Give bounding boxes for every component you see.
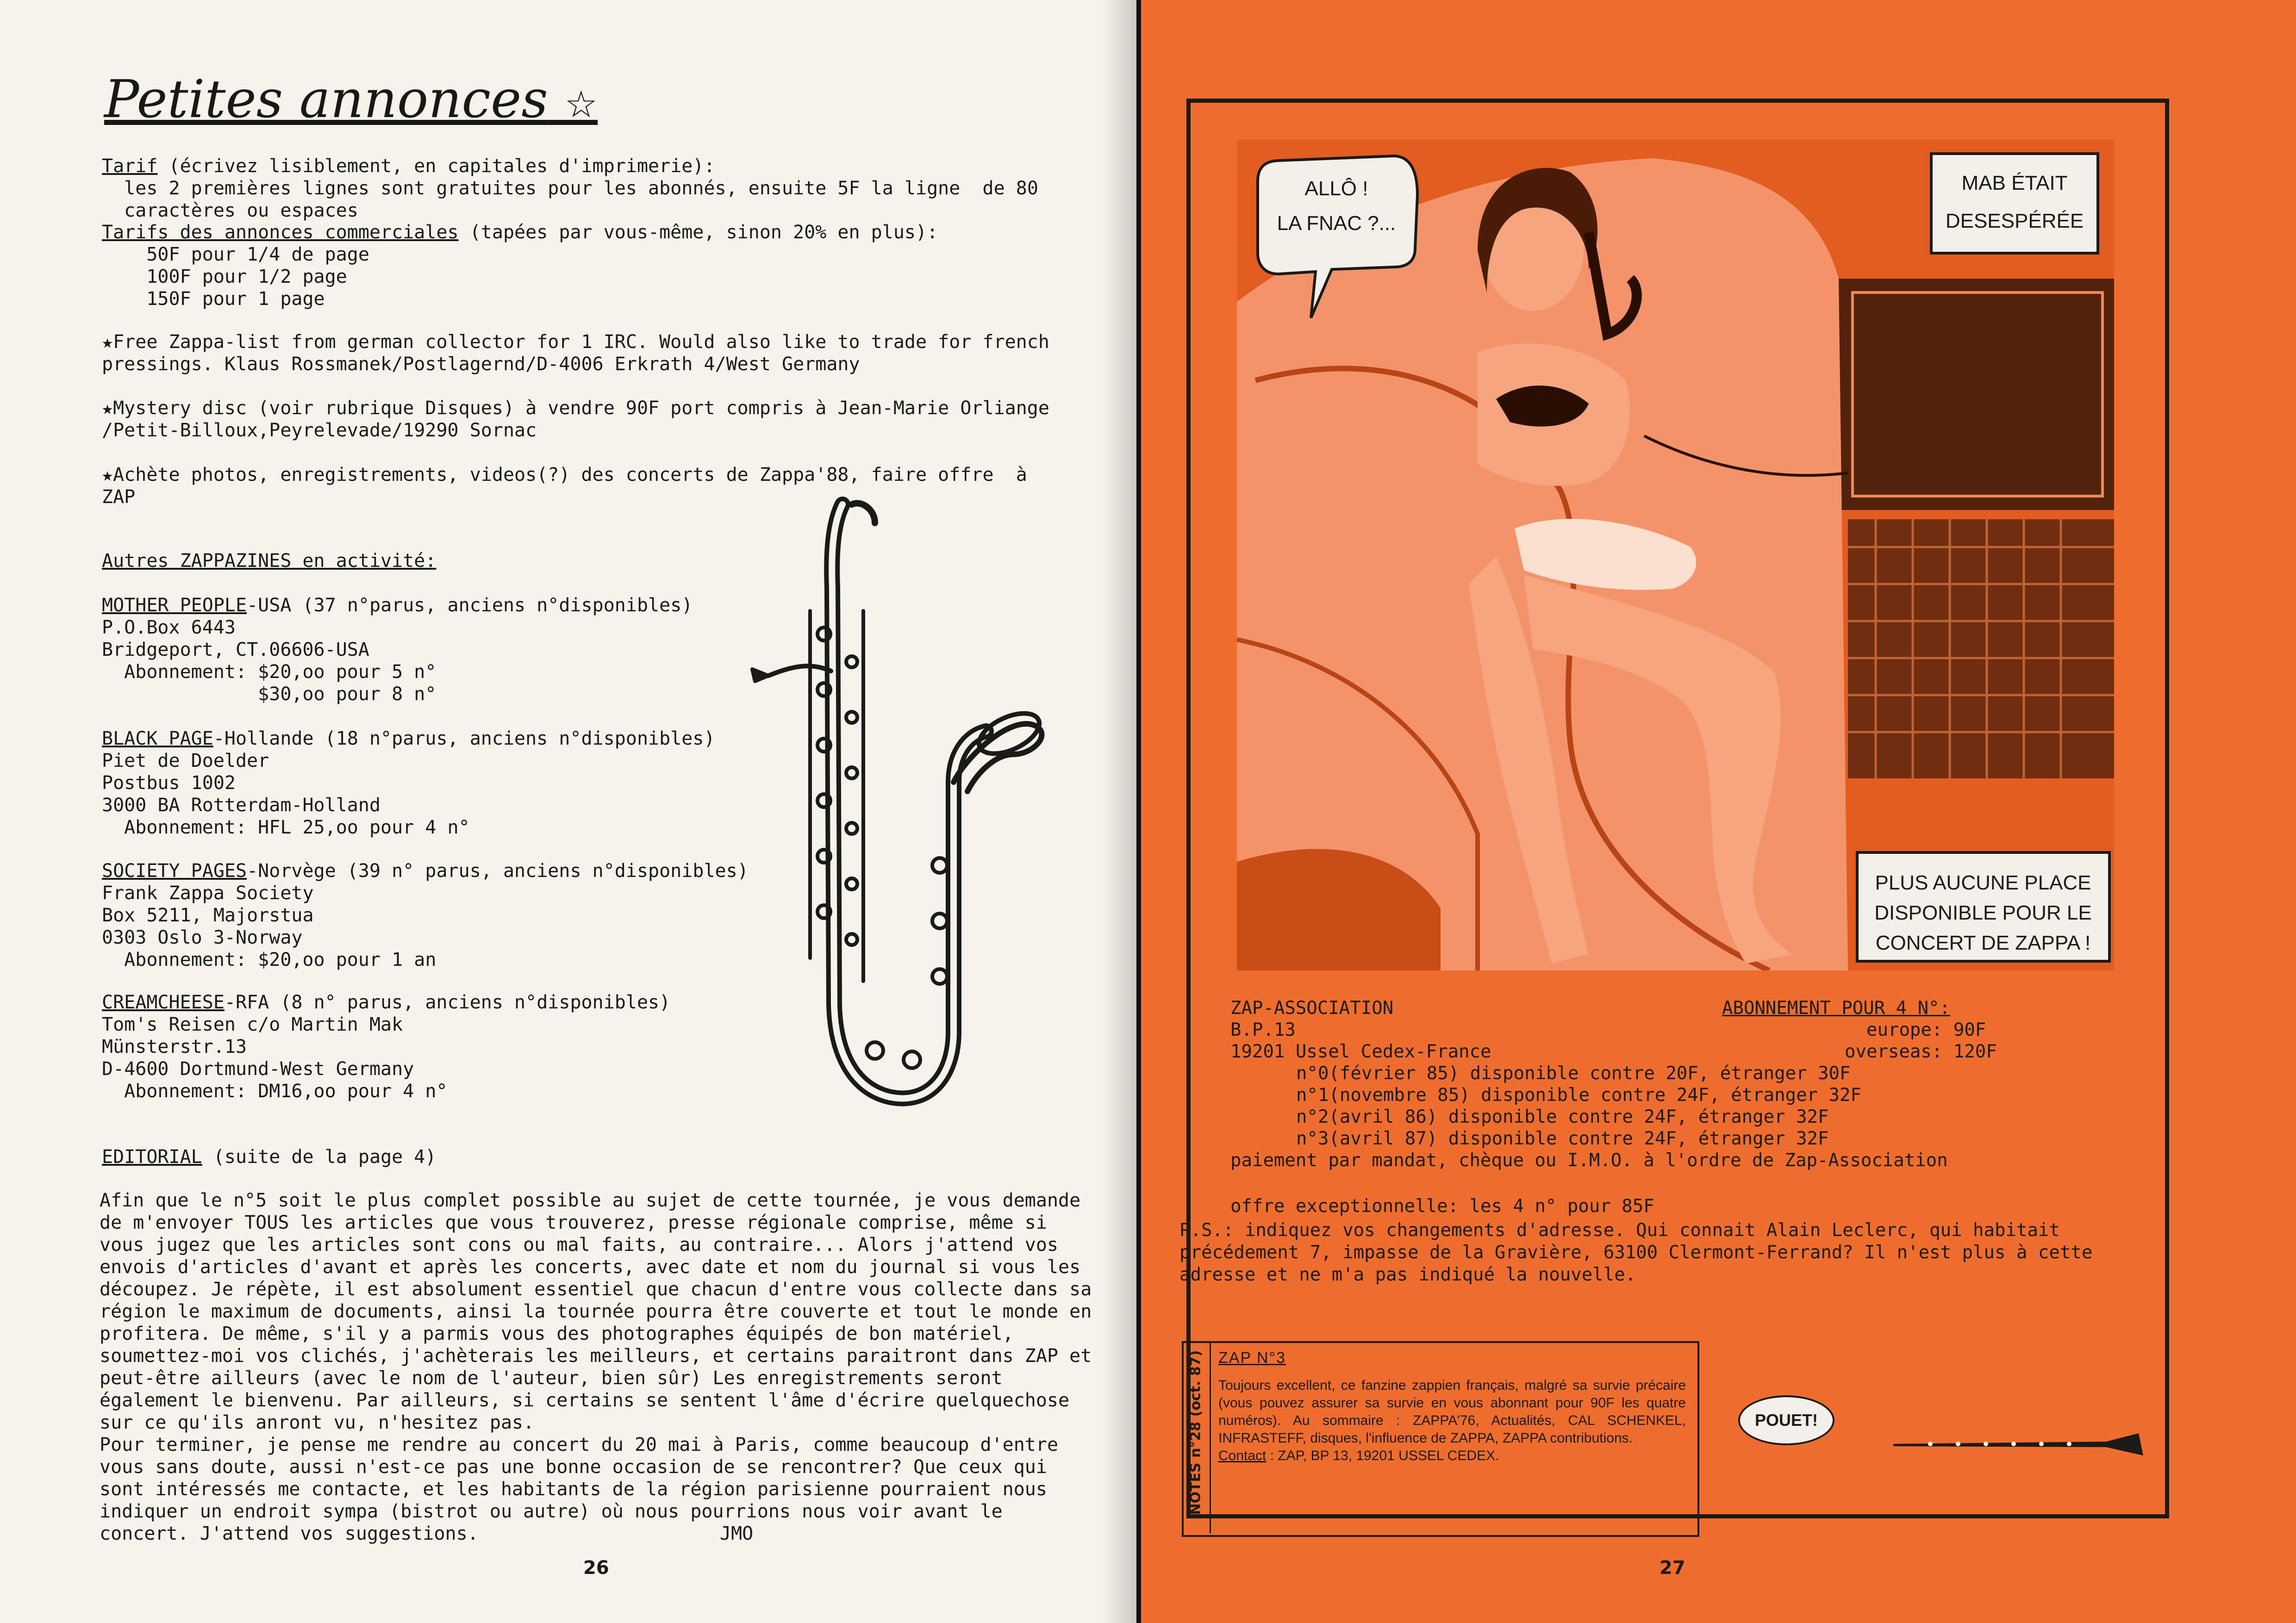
comic-photo <box>1237 140 2114 970</box>
zine-status: -USA (37 n°parus, anciens n°disponibles) <box>247 595 693 616</box>
tarifs-commerciales-label: Tarifs des annonces commerciales <box>102 222 459 243</box>
abonnement-title: ABONNEMENT POUR 4 N°: <box>1722 998 1951 1019</box>
autres-zappazines-title: Autres ZAPPAZINES en activité: <box>102 550 437 572</box>
association-address <box>1230 997 1491 1063</box>
page-number-right: 27 <box>1660 1557 1685 1579</box>
rate-line: 150F pour 1 page <box>146 288 325 310</box>
zine-address: Tom's Reisen c/o Martin Mak Münsterstr.13 D-4600 Dortmund-West Germany Abonnement: DM16,oo pour 4 n° <box>102 1014 448 1102</box>
zine-status: -Norvège (39 n° parus, anciens n°disponibles) <box>247 860 749 882</box>
speech-bubble-line: ALLÔ ! <box>1304 177 1368 200</box>
tarif-label: Tarif <box>102 155 158 177</box>
page-number-left: 26 <box>583 1557 609 1579</box>
star-icon: ☆ <box>564 83 598 126</box>
zine-address: P.O.Box 6443 Bridgeport, CT.06606-USA Abonnement: $20,oo pour 5 n° $30,oo pour 8 n° <box>102 617 437 705</box>
clipping-source-text: NOTES n°28 (oct. 87) <box>1187 1350 1204 1515</box>
association-bp: B.P.13 <box>1230 1020 1296 1040</box>
ad-item: ★Free Zappa-list from german collector for 1 IRC. Would also like to trade for french pressings. Klaus Rossmanek/Postlagernd/D-4006 Erkrath 4/West Germany <box>102 331 1049 375</box>
ps-note: P.S.: indiquez vos changements d'adresse. Qui connait Alain Leclerc, qui habitait précédement 7, impasse de la Gravière, 63100 Clermont-Ferrand? Il n'est plus à cette adresse et ne m'a pas indiqué la nouvelle. <box>1179 1220 2093 1285</box>
editorial-heading <box>102 1146 436 1168</box>
zine-name: CREAMCHEESE <box>102 992 225 1013</box>
zine-address: Piet de Doelder Postbus 1002 3000 BA Rotterdam-Holland Abonnement: HFL 25,oo pour 4 n° <box>102 750 470 838</box>
issue-line: n°3(avril 87) disponible contre 24F, étranger 32F <box>1296 1128 1829 1149</box>
issue-line: n°0(février 85) disponible contre 20F, étranger 30F <box>1296 1063 1851 1084</box>
ad-item: ★Achète photos, enregistrements, videos(?) des concerts de Zappa'88, faire offre à ZAP <box>102 464 1027 508</box>
page-heading: Petites annonces ☆ <box>104 69 598 130</box>
zine-address: Frank Zappa Society Box 5211, Majorstua 0303 Oslo 3-Norway Abonnement: $20,oo pour 1 an <box>102 883 437 970</box>
rate-line: 50F pour 1/4 de page <box>146 244 369 265</box>
ad-item: ★Mystery disc (voir rubrique Disques) à vendre 90F port compris à Jean-Marie Orliange /Petit-Billoux,Peyrelevade/19290 Sornac <box>102 398 1049 441</box>
offer-line: offre exceptionnelle: les 4 n° pour 85F <box>1230 1196 1654 1217</box>
zine-entry <box>102 594 693 705</box>
zine-entry <box>102 860 749 971</box>
zine-status: -Hollande (18 n°parus, anciens n°disponibles) <box>213 728 715 749</box>
editorial-signature: JMO <box>720 1523 754 1544</box>
tarif-text: (écrivez lisiblement, en capitales d'imprimerie): <box>157 155 715 177</box>
payment-line: paiement par mandat, chèque ou I.M.O. à l'ordre de Zap-Association <box>1230 1150 1948 1171</box>
clipping-text: Toujours excellent, ce fanzine zappien français, malgré sa survie précaire (vous pouvez assurer sa survie en vous abonnant pour 90F les quatre numéros). Au sommaire : ZAPPA'76, Actualités, CAL SCHENKEL, INFRASTEFF, disques, l'influence de ZAPPA, ZAPPA contributions. <box>1218 1378 1686 1446</box>
rate-line: 100F pour 1/2 page <box>146 266 347 287</box>
tarif-line: caractères ou espaces <box>124 200 358 221</box>
association-name: ZAP-ASSOCIATION <box>1230 998 1394 1019</box>
zine-name: BLACK PAGE <box>102 728 213 749</box>
saxophone-illustration <box>736 495 1051 1120</box>
abonnement-overseas: overseas: 120F <box>1845 1041 1997 1062</box>
clipping-contact: : ZAP, BP 13, 19201 USSEL CEDEX. <box>1266 1448 1499 1463</box>
caption-line: MAB ÉTAIT <box>1961 172 2068 194</box>
tarif-line: les 2 premières lignes sont gratuites pour les abonnés, ensuite 5F la ligne de 80 <box>124 178 1038 199</box>
caption-line: DISPONIBLE POUR LE <box>1874 902 2092 924</box>
zine-entry <box>102 991 670 1102</box>
clipping-contact-label: Contact <box>1218 1448 1267 1463</box>
issue-line: n°1(novembre 85) disponible contre 24F, étranger 32F <box>1296 1085 1861 1106</box>
pouet-bubble: POUET! <box>1738 1395 1834 1445</box>
soprano-sax-illustration <box>1889 1428 2148 1460</box>
tarif-block <box>102 155 1038 222</box>
abonnement-europe: europe: 90F <box>1866 1020 1986 1040</box>
editorial-body: Afin que le n°5 soit le plus complet possible au sujet de cette tournée, je vous demande de m'envoyer TOUS les articles que vous trouverez, presse régionale comprise, même si vous jugez que les articles sont cons ou mal faits, au contraire... Alors j'attend vos envois d'articles d'avant et après les concerts, avec date et nom du journal si vous les découpez. Je répète, il est absolument essentiel que chacun d'entre vous collecte dans sa région le maximum de documents, ainsi la tournée pourra être couverte et tout le monde en profitera. De même, s'il y a parmis vous des photographes équipés de bon matériel, soumettez-moi vos clichés, j'achèterais les meilleurs, et certains paraitront dans ZAP et peut-être ailleurs (avec le nom de l'auteur, bien sûr) Les enregistrements seront également le bienvenu. Par ailleurs, si certains se sentent l'âme d'écrire quelquechose sur ce qu'ils anront vu, n'hesitez pas. Pour terminer, je pense me rendre au concert du 20 mai à Paris, comme beaucoup d'entre vous sans doute, aussi n'est-ce pas une bonne occasion de se rencontrer? Que ceux qui sont intéressés me contacte, et les habitants de la région parisienne pourraient nous indiquer un endroit sympa (bistrot ou autre) où nous pourrions nous voir avant le concert. J'attend vos suggestions. <box>100 1190 1092 1544</box>
zine-name: MOTHER PEOPLE <box>102 595 247 616</box>
editorial-label: EDITORIAL <box>102 1146 202 1168</box>
clipping-source <box>1182 1341 1211 1533</box>
caption-line: CONCERT DE ZAPPA ! <box>1875 932 2091 954</box>
zine-status: -RFA (8 n° parus, anciens n°disponibles) <box>224 992 671 1013</box>
caption-line: PLUS AUCUNE PLACE <box>1875 871 2091 894</box>
speech-bubble-line: LA FNAC ?... <box>1277 212 1396 235</box>
zine-entry <box>102 728 715 839</box>
association-city: 19201 Ussel Cedex-France <box>1230 1041 1491 1062</box>
issue-line: n°2(avril 86) disponible contre 24F, étranger 32F <box>1296 1107 1829 1127</box>
zine-name: SOCIETY PAGES <box>102 860 247 882</box>
tarifs-commerciales-text: (tapées par vous-même, sinon 20% en plus): <box>458 222 938 243</box>
tarifs-commerciales-block <box>102 221 938 310</box>
clipping-body <box>1218 1377 1686 1465</box>
editorial-note: (suite de la page 4) <box>202 1146 437 1168</box>
abonnement-block <box>1722 997 1950 1019</box>
caption-line: DESESPÉRÉE <box>1945 210 2084 232</box>
clipping-title: ZAP N°3 <box>1218 1349 1286 1367</box>
